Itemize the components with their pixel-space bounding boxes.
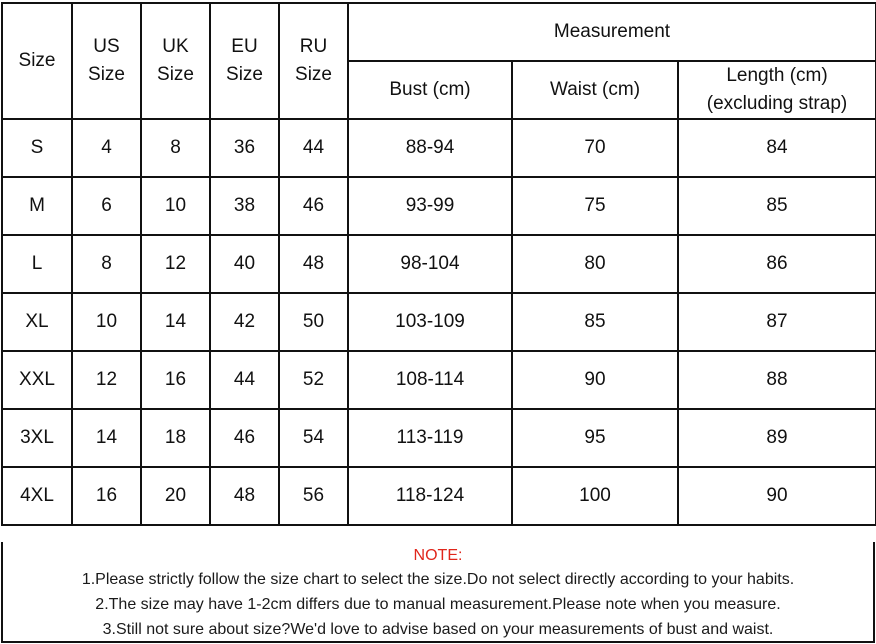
header-bust: Bust (cm) xyxy=(348,61,512,119)
cell-bust: 98-104 xyxy=(348,235,512,293)
cell-ru: 46 xyxy=(279,177,348,235)
table-body xyxy=(2,119,876,525)
cell-us: 6 xyxy=(72,177,141,235)
cell-eu: 40 xyxy=(210,235,279,293)
header-waist: Waist (cm) xyxy=(512,61,678,119)
cell-ru: 56 xyxy=(279,467,348,525)
cell-uk: 16 xyxy=(141,351,210,409)
cell-length: 87 xyxy=(678,293,876,351)
table-row xyxy=(2,235,876,293)
header-eu-size xyxy=(210,3,279,119)
cell-size: XXL xyxy=(2,351,72,409)
cell-size: XL xyxy=(2,293,72,351)
table-row xyxy=(2,351,876,409)
cell-size: 3XL xyxy=(2,409,72,467)
cell-eu: 48 xyxy=(210,467,279,525)
table-row xyxy=(2,409,876,467)
cell-us: 12 xyxy=(72,351,141,409)
table-row xyxy=(2,177,876,235)
cell-eu: 36 xyxy=(210,119,279,177)
header-measurement: Measurement xyxy=(348,3,876,61)
cell-size: S xyxy=(2,119,72,177)
header-eu-line2: Size xyxy=(226,64,263,85)
cell-eu: 38 xyxy=(210,177,279,235)
cell-bust: 103-109 xyxy=(348,293,512,351)
header-length-line1: Length (cm) xyxy=(726,65,828,86)
cell-us: 8 xyxy=(72,235,141,293)
cell-bust: 88-94 xyxy=(348,119,512,177)
cell-ru: 48 xyxy=(279,235,348,293)
cell-length: 88 xyxy=(678,351,876,409)
header-us-line2: Size xyxy=(88,64,125,85)
cell-uk: 20 xyxy=(141,467,210,525)
header-length-line2: (excluding strap) xyxy=(706,93,848,114)
cell-bust: 113-119 xyxy=(348,409,512,467)
cell-ru: 50 xyxy=(279,293,348,351)
note-line-3: 3.Still not sure about size?We'd love to advise based on your measurements of bust and waist. xyxy=(102,621,774,638)
cell-us: 14 xyxy=(72,409,141,467)
header-uk-line2: Size xyxy=(157,64,194,85)
cell-length: 85 xyxy=(678,177,876,235)
size-table xyxy=(1,2,876,526)
cell-ru: 44 xyxy=(279,119,348,177)
table-header xyxy=(2,3,876,119)
cell-us: 10 xyxy=(72,293,141,351)
cell-uk: 8 xyxy=(141,119,210,177)
cell-size: M xyxy=(2,177,72,235)
cell-waist: 95 xyxy=(512,409,678,467)
cell-ru: 54 xyxy=(279,409,348,467)
cell-ru: 52 xyxy=(279,351,348,409)
cell-waist: 70 xyxy=(512,119,678,177)
table-row xyxy=(2,119,876,177)
cell-waist: 85 xyxy=(512,293,678,351)
cell-waist: 90 xyxy=(512,351,678,409)
header-uk-size xyxy=(141,3,210,119)
cell-uk: 14 xyxy=(141,293,210,351)
cell-waist: 75 xyxy=(512,177,678,235)
note-line-2: 2.The size may have 1-2cm differs due to manual measurement.Please note when you measure. xyxy=(95,596,781,613)
cell-size: 4XL xyxy=(2,467,72,525)
table-row xyxy=(2,293,876,351)
cell-eu: 46 xyxy=(210,409,279,467)
header-us-size xyxy=(72,3,141,119)
cell-waist: 100 xyxy=(512,467,678,525)
cell-eu: 42 xyxy=(210,293,279,351)
cell-bust: 108-114 xyxy=(348,351,512,409)
cell-length: 90 xyxy=(678,467,876,525)
note-line-1: 1.Please strictly follow the size chart to select the size.Do not select directly according to your habits. xyxy=(81,571,795,588)
cell-us: 4 xyxy=(72,119,141,177)
cell-waist: 80 xyxy=(512,235,678,293)
cell-length: 86 xyxy=(678,235,876,293)
cell-uk: 10 xyxy=(141,177,210,235)
cell-uk: 18 xyxy=(141,409,210,467)
note-box xyxy=(1,542,875,643)
cell-eu: 44 xyxy=(210,351,279,409)
cell-bust: 93-99 xyxy=(348,177,512,235)
header-size: Size xyxy=(2,3,72,119)
cell-us: 16 xyxy=(72,467,141,525)
note-title: NOTE: xyxy=(413,547,463,564)
header-ru-line1: RU xyxy=(299,36,328,57)
table-row xyxy=(2,467,876,525)
cell-size: L xyxy=(2,235,72,293)
cell-uk: 12 xyxy=(141,235,210,293)
cell-length: 89 xyxy=(678,409,876,467)
header-eu-line1: EU xyxy=(231,36,258,57)
header-length xyxy=(678,61,876,119)
cell-length: 84 xyxy=(678,119,876,177)
cell-bust: 118-124 xyxy=(348,467,512,525)
header-ru-size xyxy=(279,3,348,119)
header-ru-line2: Size xyxy=(295,64,332,85)
header-uk-line1: UK xyxy=(162,36,189,57)
header-us-line1: US xyxy=(93,36,120,57)
